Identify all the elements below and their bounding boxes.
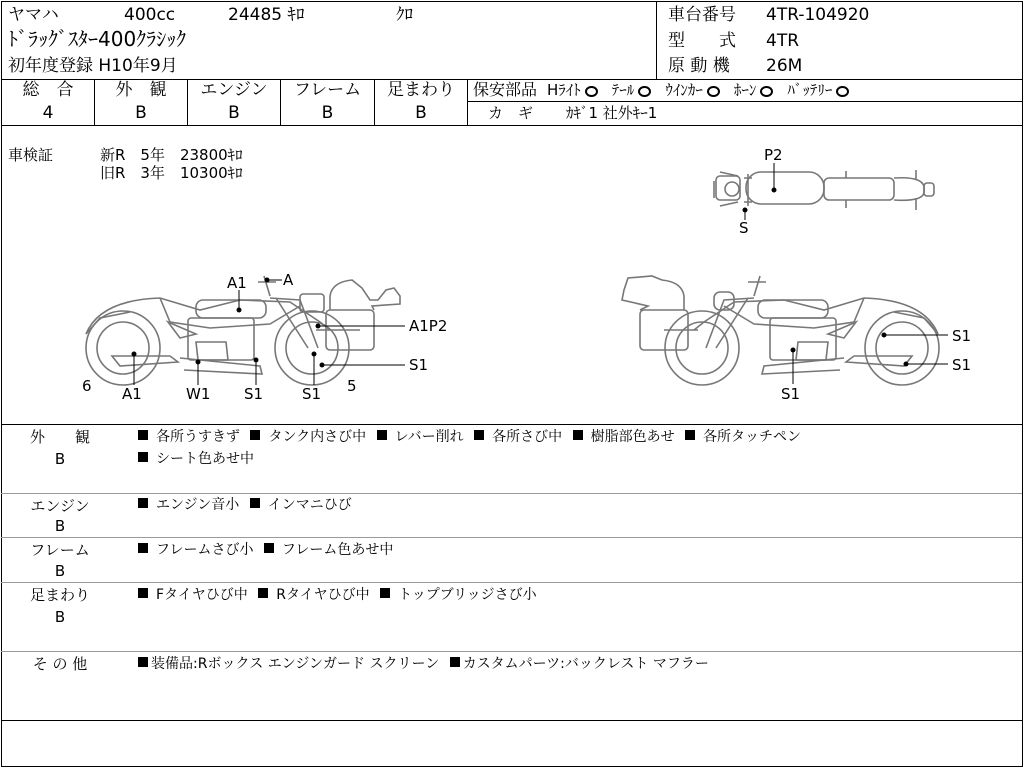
comment-item: インマニひび — [267, 497, 352, 513]
bullet-icon — [685, 430, 695, 440]
motorcycle-top-view-icon — [714, 170, 934, 210]
mark-s1-right-lower: S1 — [952, 356, 972, 374]
taillight-label: ﾃｰﾙ — [611, 81, 635, 99]
model-code-label: 型 式 — [668, 31, 736, 51]
horn-label: ﾎｰﾝ — [733, 81, 757, 99]
color: ｸﾛ — [396, 5, 413, 25]
exterior-label: 外 観 — [115, 80, 167, 100]
mark-s1-front: S1 — [302, 385, 322, 403]
engine-grade-label: エンジン — [200, 80, 268, 100]
safety-label: 保安部品 — [473, 80, 538, 99]
exterior-grade: B — [135, 103, 147, 123]
maker: ヤマハ — [8, 5, 59, 25]
key-value: ｶｷﾞ1 社外ｷｰ1 — [566, 104, 658, 122]
bullet-icon — [138, 588, 148, 598]
bullet-icon — [138, 543, 148, 553]
headlight-label: Hﾗｲﾄ — [547, 81, 581, 99]
comment-item: トップブリッジさび小 — [398, 587, 537, 603]
mark-s1-right-upper: S1 — [952, 327, 972, 345]
comment-line-exterior-2 — [138, 451, 254, 468]
winker-label: ｳｲﾝｶｰ — [665, 81, 703, 99]
comments-top-line — [1, 424, 1022, 425]
comment-item: フレーム色あせ中 — [281, 542, 394, 558]
comments-divider — [1, 537, 1022, 538]
mark-a-lever: A — [283, 271, 294, 289]
comment-item: 各所うすきず — [156, 429, 240, 445]
motorcycle-right-view-icon — [622, 276, 939, 385]
bullet-icon — [138, 657, 148, 667]
bullet-icon — [474, 430, 484, 440]
bullet-icon — [450, 657, 460, 667]
battery-label: ﾊﾞｯﾃﾘｰ — [787, 81, 833, 99]
frame-grade-label: フレーム — [293, 80, 362, 100]
inspection-new-r: 新R 5年 23800ｷﾛ — [100, 146, 243, 164]
mark-a1-muffler: A1 — [122, 385, 142, 403]
comment-grade-exterior: B — [54, 450, 66, 468]
comment-item: Fタイヤひび中 — [156, 587, 248, 603]
comment-item: Rタイヤひび中 — [276, 587, 370, 603]
damage-mark-labels — [82, 146, 971, 403]
inspection-label: 車検証 — [8, 146, 54, 164]
bullet-icon — [138, 498, 148, 508]
engine-code: 26M — [766, 56, 803, 76]
engine-grade: B — [228, 103, 240, 123]
mark-6-rear-tire: 6 — [82, 377, 92, 395]
comment-item: フレームさび小 — [156, 542, 254, 558]
mark-s-top: S — [739, 219, 749, 237]
first-registration: 初年度登録 H10年9月 — [8, 56, 178, 76]
comment-label-other: そ の 他 — [32, 655, 88, 673]
model-code: 4TR — [766, 31, 800, 51]
mark-s1-right-engine: S1 — [781, 385, 801, 403]
bullet-icon — [250, 498, 260, 508]
overall-label: 総 合 — [22, 80, 74, 100]
bullet-icon — [264, 543, 274, 553]
mark-w1-engine: W1 — [186, 385, 211, 403]
mark-a1p2-box: A1P2 — [409, 317, 448, 335]
comment-label-exterior: 外 観 — [29, 428, 90, 446]
bullet-icon — [380, 588, 390, 598]
comment-label-engine: エンジン — [30, 497, 90, 515]
engine-label: 原 動 機 — [668, 56, 730, 76]
model-name: ﾄﾞﾗｯｸﾞｽﾀｰ400ｸﾗｼｯｸ — [8, 27, 187, 51]
suspension-grade-label: 足まわり — [387, 80, 455, 100]
comment-item: タンク内さび中 — [268, 429, 367, 445]
bullet-icon — [377, 430, 387, 440]
mark-s1-fork: S1 — [409, 356, 429, 374]
comment-grade-frame: B — [54, 562, 66, 580]
comment-line-suspension — [138, 587, 537, 604]
mark-a1-tank: A1 — [227, 274, 247, 292]
comments-bottom-line — [1, 720, 1022, 721]
mileage: 24485 ｷﾛ — [228, 5, 305, 25]
comment-line-engine — [138, 497, 352, 514]
comments-divider — [1, 493, 1022, 494]
comment-item: 各所タッチペン — [703, 429, 802, 445]
motorcycle-left-view-icon — [86, 276, 400, 385]
mark-s1-pipe: S1 — [244, 385, 264, 403]
comment-item: 樹脂部色あせ — [590, 429, 675, 445]
comment-item: シート色あせ中 — [156, 451, 254, 467]
comment-line-exterior-1 — [138, 429, 801, 446]
comments-divider — [1, 582, 1022, 583]
frame-no-label: 車台番号 — [668, 5, 736, 25]
comment-grade-suspension: B — [54, 608, 66, 626]
comment-grade-engine: B — [54, 517, 66, 535]
comment-item: 装備品:Rボックス エンジンガード スクリーン — [151, 656, 440, 672]
frame-grade: B — [321, 103, 334, 123]
comment-line-other — [138, 656, 709, 673]
comment-item: 各所さび中 — [492, 429, 563, 445]
key-label: カ ギ — [488, 104, 534, 122]
displacement: 400cc — [124, 5, 176, 25]
mark-5-front-tire: 5 — [347, 377, 357, 395]
comments-divider — [1, 651, 1022, 652]
bullet-icon — [138, 452, 148, 462]
comment-label-suspension: 足まわり — [29, 586, 90, 604]
comment-item: エンジン音小 — [156, 497, 240, 513]
frame-no: 4TR-104920 — [766, 5, 870, 25]
comment-item: カスタムパーツ:バックレスト マフラー — [462, 656, 709, 672]
bullet-icon — [138, 430, 148, 440]
mark-p2-top: P2 — [764, 146, 783, 164]
bullet-icon — [258, 588, 268, 598]
comment-item: レバー削れ — [394, 429, 464, 445]
suspension-grade: B — [415, 103, 427, 123]
overall-grade: 4 — [42, 103, 54, 123]
comment-line-frame — [138, 542, 393, 559]
bullet-icon — [250, 430, 260, 440]
inspection-old-r: 旧R 3年 10300ｷﾛ — [100, 164, 243, 182]
comment-label-frame: フレーム — [30, 541, 90, 559]
bullet-icon — [573, 430, 583, 440]
